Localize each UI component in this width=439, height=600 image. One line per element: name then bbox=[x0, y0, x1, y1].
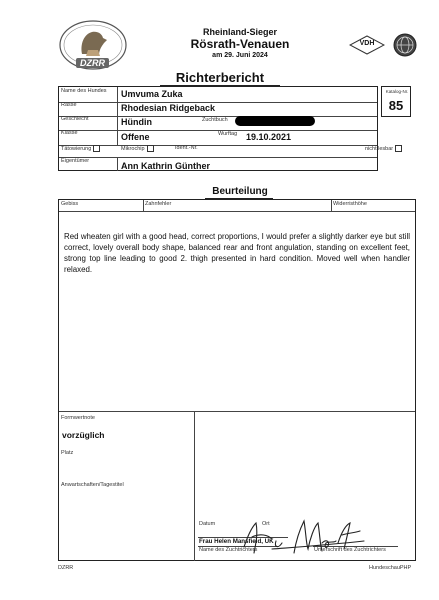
catalog-number: 85 bbox=[388, 98, 404, 113]
whelped-value: 19.10.2021 bbox=[246, 132, 292, 142]
unreadable-label: nicht lesbar bbox=[365, 145, 394, 152]
assessment-title: Beurteilung bbox=[212, 186, 268, 197]
vdh-badge bbox=[349, 35, 385, 55]
breed-value: Rhodesian Ridgeback bbox=[121, 103, 216, 113]
sig-date-label: Datum bbox=[199, 521, 216, 527]
name-label: Name des Hundes bbox=[61, 88, 107, 94]
owner-label: Eigentümer bbox=[61, 158, 90, 164]
breed-label: Rasse bbox=[61, 102, 77, 108]
tattoo-field bbox=[61, 145, 100, 152]
microchip-label: Mikrochip bbox=[121, 145, 145, 152]
class-label: Klasse bbox=[61, 130, 78, 136]
studbook-label: Zuchtbuch bbox=[202, 117, 228, 123]
gebiss-label: Gebiss bbox=[61, 201, 79, 207]
footer-right: HundeschauPHP bbox=[369, 565, 412, 571]
logo-text: DZRR bbox=[76, 58, 109, 68]
zahnfehler-label: Zahnfehler bbox=[145, 201, 172, 207]
fci-badge bbox=[393, 33, 417, 62]
whelped-label: Wurftag bbox=[218, 131, 238, 137]
microchip-field bbox=[121, 145, 154, 152]
judge-name: Frau Helen Mansfield, UK bbox=[199, 538, 274, 545]
widerrist-label: Widerristhöhe bbox=[333, 201, 367, 207]
catalog-box bbox=[381, 86, 411, 117]
footer-left: DZRR bbox=[58, 565, 74, 571]
sig-place-label: Ort bbox=[262, 521, 270, 527]
dog-info-form bbox=[58, 86, 378, 171]
signature-label: Unterschrift des Zuchtrichters bbox=[314, 547, 386, 553]
handwritten-signature bbox=[238, 513, 368, 559]
class-value: Offene bbox=[121, 132, 150, 142]
tattoo-label: Tätowierung bbox=[61, 145, 92, 152]
unreadable-field bbox=[365, 145, 402, 152]
microchip-checkbox[interactable] bbox=[147, 145, 154, 152]
sex-label: Geschlecht bbox=[61, 116, 89, 122]
sex-value: Hündin bbox=[121, 117, 152, 127]
dog-name-value: Umvuma Zuka bbox=[121, 89, 183, 99]
judge-name-label: Name des Zuchtrichters bbox=[199, 547, 258, 553]
unreadable-checkbox[interactable] bbox=[395, 145, 402, 152]
owner-value: Ann Kathrin Günther bbox=[121, 161, 210, 171]
dzrr-logo bbox=[58, 20, 128, 72]
tattoo-checkbox[interactable] bbox=[93, 145, 100, 152]
assessment-text: Red wheaten girl with a good head, correct proportions, I would prefer a slightly darker eye but still correct, lovely overall body shape, balanced rear and front angulation, standing on excellent feet, strong top line leading to good 2. thigh presented in hard condition. Moved well when handler relaxed. bbox=[64, 232, 410, 274]
event-date: am 29. Juni 2024 bbox=[212, 52, 268, 59]
ident-label: Ident.-Nr. bbox=[175, 145, 198, 151]
grade-label: Formwertnote bbox=[61, 415, 95, 421]
vdh-label: VDH bbox=[359, 40, 375, 47]
event-title: Rheinland-Sieger bbox=[202, 27, 277, 37]
place-label: Platz bbox=[61, 450, 74, 456]
studbook-redaction bbox=[235, 116, 315, 126]
fci-globe-icon bbox=[393, 33, 417, 57]
event-city: Rösrath-Venauen bbox=[190, 37, 290, 51]
grade-value: vorzüglich bbox=[62, 430, 105, 440]
catalog-label: Katalog-Nr. bbox=[385, 89, 409, 94]
report-title: Richterbericht bbox=[175, 70, 265, 85]
titles-label: Anwartschaften/Tagestitel bbox=[61, 482, 124, 488]
